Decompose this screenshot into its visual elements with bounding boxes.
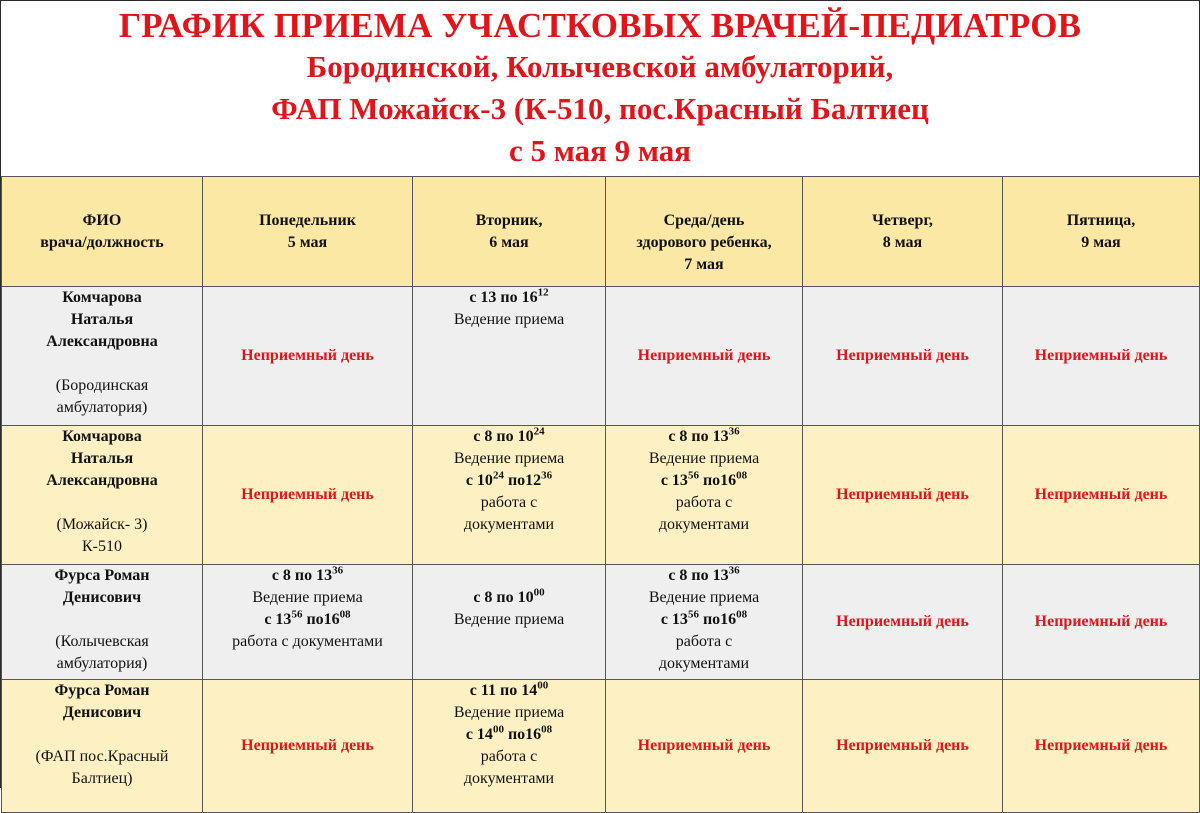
off-day-cell: Неприемный день (606, 680, 803, 813)
col-header-monday: Понедельник 5 мая (203, 177, 413, 287)
doctor-cell: Комчарова Наталья Александровна (Можайск- 3) К-510 (2, 426, 203, 565)
off-day-cell: Неприемный день (1003, 287, 1200, 426)
off-day-cell: Неприемный день (606, 287, 803, 426)
subtitle-line-2: ФАП Можайск-3 (К-510, пос.Красный Балтиец (271, 91, 929, 126)
col-header-wednesday: Среда/день здорового ребенка, 7 мая (606, 177, 803, 287)
title: ГРАФИК ПРИЕМА УЧАСТКОВЫХ ВРАЧЕЙ-ПЕДИАТРОВ (118, 6, 1082, 45)
off-day-cell: Неприемный день (203, 287, 413, 426)
off-day-cell: Неприемный день (803, 287, 1003, 426)
off-day-cell: Неприемный день (803, 565, 1003, 680)
table-row (2, 287, 1200, 426)
doctor-cell: Фурса Роман Денисович (Колычевская амбулатория) (2, 565, 203, 680)
off-day-cell: Неприемный день (1003, 565, 1200, 680)
schedule-cell: с 8 по $13^{36}$ Ведение приема с $13^{56}$ $по16^{08}$ работа с документами (606, 565, 803, 680)
col-header-friday: Пятница, 9 мая (1003, 177, 1200, 287)
schedule-cell: с 8 по $13^{36}$ Ведение приема с $13^{56}$ $по16^{08}$ работа с документами (606, 426, 803, 565)
col-header-tuesday: Вторник, 6 мая (413, 177, 606, 287)
table-row (2, 680, 1200, 813)
schedule-cell: с 11 по $14^{00}$ Ведение приема с $14^{00}$ $по16^{08}$ работа с документами (413, 680, 606, 813)
col-header-name: ФИО врача/должность (2, 177, 203, 287)
off-day-cell: Неприемный день (1003, 680, 1200, 813)
off-day-cell: Неприемный день (803, 680, 1003, 813)
off-day-cell: Неприемный день (203, 426, 413, 565)
doctor-cell: Комчарова Наталья Александровна (Бородинская амбулатория) (2, 287, 203, 426)
schedule-cell: с 13 по $16^{12}$ Ведение приема (413, 287, 606, 426)
schedule-table (1, 176, 1200, 813)
off-day-cell: Неприемный день (803, 426, 1003, 565)
schedule-cell: с 8 по $10^{24}$ Ведение приема с $10^{24}$ $по12^{36}$ работа с документами (413, 426, 606, 565)
schedule-cell: с 8 по $13^{36}$ Ведение приема с $13^{56}$ $по16^{08}$ работа с документами (203, 565, 413, 680)
document-header (1, 1, 1199, 177)
date-range: с 5 мая 9 мая (508, 133, 692, 168)
schedule-cell: с 8 по $10^{00}$ Ведение приема (413, 565, 606, 680)
table-row (2, 426, 1200, 565)
col-header-thursday: Четверг, 8 мая (803, 177, 1003, 287)
off-day-cell: Неприемный день (1003, 426, 1200, 565)
off-day-cell: Неприемный день (203, 680, 413, 813)
doctor-cell: Фурса Роман Денисович (ФАП пос.Красный Балтиец) (2, 680, 203, 813)
subtitle-line-1: Бородинской, Колычевской амбулаторий, (306, 49, 894, 84)
table-header-row (2, 177, 1200, 287)
table-row (2, 565, 1200, 680)
